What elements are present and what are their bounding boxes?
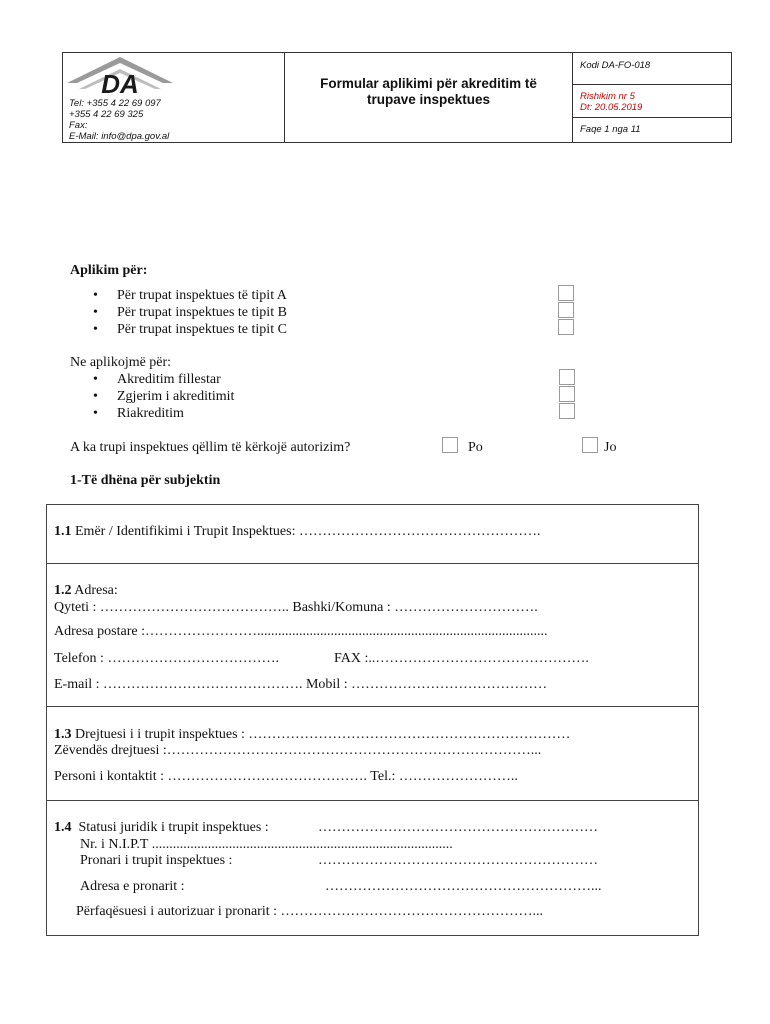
- field-legal-status[interactable]: ……………………………………………………: [318, 820, 598, 835]
- logo-text: DA: [101, 69, 139, 99]
- we-apply-heading: Ne aplikojmë për:: [70, 355, 172, 370]
- initial-accreditation-checkbox[interactable]: [559, 369, 575, 385]
- tel-2: +355 4 22 69 325: [69, 109, 144, 120]
- extension-checkbox[interactable]: [559, 386, 575, 402]
- field-owner-address[interactable]: …………………………………………………...: [325, 879, 602, 894]
- header-divider: [572, 117, 731, 118]
- table-divider: [46, 706, 699, 707]
- document-title: Formular aplikimi për akreditim të trupave inspektues: [320, 76, 537, 107]
- type-a-checkbox[interactable]: [558, 285, 574, 301]
- reaccreditation-checkbox[interactable]: [559, 403, 575, 419]
- field-owner[interactable]: ……………………………………………………: [318, 853, 598, 868]
- subject-data-table: [46, 504, 699, 936]
- type-b-checkbox[interactable]: [558, 302, 574, 318]
- field-contact-person[interactable]: Personi i kontaktit : ……………………………………. Tel.: ……………………..: [54, 769, 518, 784]
- table-divider: [46, 563, 699, 564]
- header-divider: [572, 53, 573, 142]
- da-logo: [65, 55, 175, 101]
- revision-block: [580, 91, 642, 113]
- page-number: Faqe 1 nga 11: [580, 124, 641, 135]
- field-nipt[interactable]: Nr. i N.I.P.T ......................................................................................: [80, 837, 453, 852]
- revision: Rishikim nr 5: [580, 91, 635, 102]
- address-heading: 1.2 Adresa:: [54, 583, 118, 598]
- type-c-checkbox[interactable]: [558, 319, 574, 335]
- email: E-Mail: info@dpa.gov.al: [69, 131, 170, 142]
- list-item: • Zgjerim i akreditimit: [117, 388, 234, 405]
- field-director[interactable]: 1.3 Drejtuesi i i trupit inspektues : ……………………………………………………………: [54, 727, 571, 742]
- legal-status-label: 1.4 Statusi juridik i trupit inspektues :: [54, 820, 269, 835]
- list-item: • Riakreditim: [117, 405, 184, 422]
- list-item: • Për trupat inspektues te tipit B: [117, 304, 287, 321]
- no-label: Jo: [604, 440, 617, 455]
- field-phone[interactable]: Telefon : ……………………………….: [54, 651, 279, 666]
- contact-block: [69, 98, 169, 142]
- list-item: • Për trupat inspektues të tipit A: [117, 287, 287, 304]
- yes-checkbox[interactable]: [442, 437, 458, 453]
- field-postal-address[interactable]: Adresa postare :……………………...................................................................................: [54, 624, 548, 639]
- field-deputy[interactable]: Zëvendës drejtuesi :……………………………………………………………………...: [54, 743, 542, 758]
- field-fax[interactable]: FAX :..……………………………………….: [334, 651, 589, 666]
- list-item: • Akreditim fillestar: [117, 371, 221, 388]
- field-name[interactable]: 1.1 Emër / Identifikimi i Trupit Inspektues: …………………………………………….: [54, 524, 541, 539]
- section-1-title: 1-Të dhëna për subjektin: [70, 473, 221, 488]
- list-item: • Për trupat inspektues te tipit C: [117, 321, 287, 338]
- applying-for-heading: Aplikim për:: [70, 263, 148, 278]
- table-divider: [46, 800, 699, 801]
- authorization-question: A ka trupi inspektues qëllim të kërkojë autorizim?: [70, 440, 351, 455]
- header-divider: [572, 84, 731, 85]
- field-email-mobile[interactable]: E-mail : ……………………………………. Mobil : ……………………………………: [54, 677, 548, 692]
- document-header: [62, 52, 732, 143]
- owner-label: Pronari i trupit inspektues :: [80, 853, 233, 868]
- tel-1: Tel: +355 4 22 69 097: [69, 98, 161, 109]
- field-city[interactable]: Qyteti : ………………………………….. Bashki/Komuna : ………………………….: [54, 600, 538, 615]
- field-authorized-representative[interactable]: Përfaqësuesi i autorizuar i pronarit : ………………………………………………...: [76, 904, 543, 919]
- document-code: Kodi DA-FO-018: [580, 60, 651, 71]
- no-checkbox[interactable]: [582, 437, 598, 453]
- revision-date: Dt: 20.05.2019: [580, 102, 643, 113]
- yes-label: Po: [468, 440, 483, 455]
- owner-address-label: Adresa e pronarit :: [80, 879, 185, 894]
- fax: Fax:: [69, 120, 88, 131]
